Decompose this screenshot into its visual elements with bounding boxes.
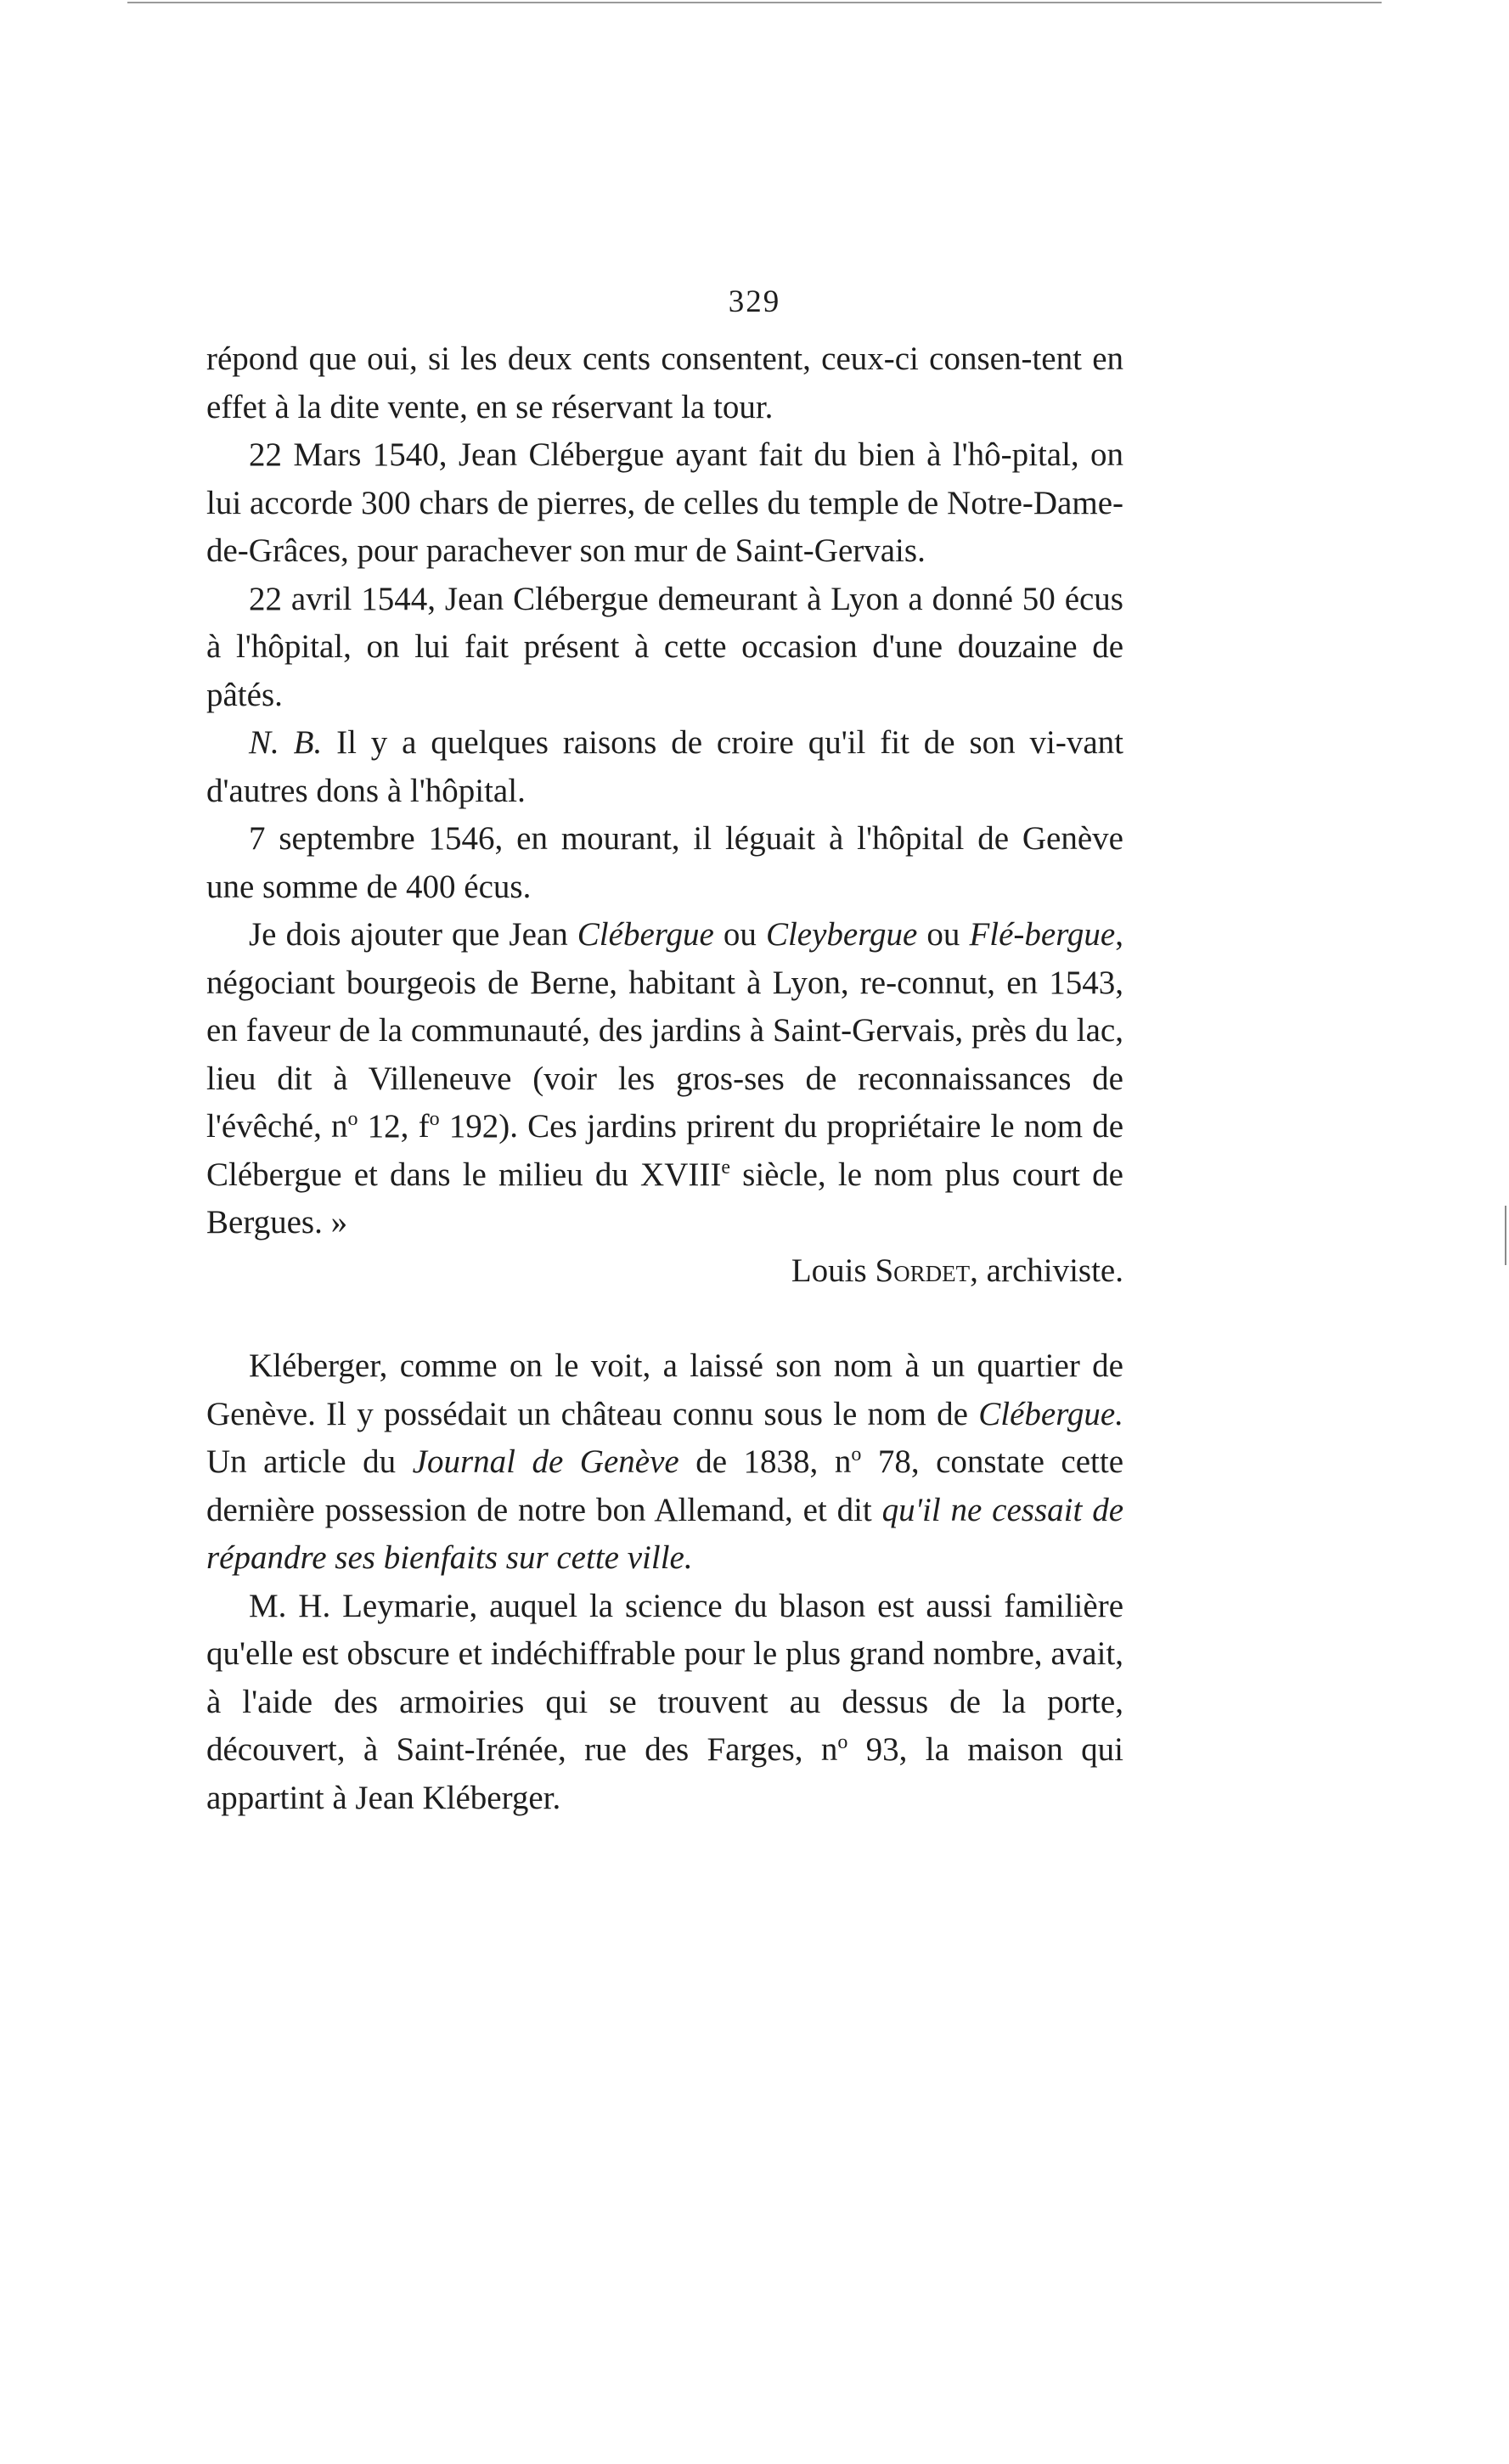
text-run: M. H. Leymarie, auquel la science du blason est aussi familière qu'elle est obscure et indéchiffrable pour le plus grand nombre, avait, à l'aide des armoiries qui se trouvent au dessus de la porte, découvert, à Saint-Irénée, rue des Farges, n	[206, 1587, 1123, 1768]
text-run: répond que oui, si les deux cents consentent, ceux-ci consen-tent en effet à la dite vente, en se réservant la tour.	[206, 340, 1123, 425]
text-run: Louis	[791, 1252, 876, 1289]
text-run: 22 avril 1544, Jean Clébergue demeurant à Lyon a donné 50 écus à l'hôpital, on lui fait présent à cette occasion d'une douzaine de pâtés.	[206, 580, 1123, 713]
superscript: e	[721, 1156, 730, 1179]
text-run: 12, f	[358, 1108, 430, 1145]
text-run: , négociant bourgeois de Berne, habitant à Lyon, re-connut, en 1543, en faveur de la communauté, des jardins à Saint-Gervais, près du lac, lieu dit à Villeneuve (voir les gros-ses de reconnaissances de l'évêché, n	[206, 916, 1123, 1145]
text-run: , archiviste.	[970, 1252, 1123, 1289]
scan-margin-mark	[1505, 1206, 1506, 1265]
superscript: o	[837, 1731, 848, 1753]
text-run: 7 septembre 1546, en mourant, il léguait à l'hôpital de Genève une somme de 400 écus.	[206, 820, 1123, 905]
paragraph	[206, 1583, 1123, 1823]
text-run: 192). Ces jardins prirent du propriétaire le nom de Clébergue et dans le milieu du XVIII	[206, 1108, 1124, 1193]
paragraph	[206, 719, 1123, 815]
paragraph	[206, 335, 1123, 431]
body-text	[206, 335, 1123, 1822]
text-run: de 1838, n	[678, 1443, 852, 1480]
paragraph	[206, 576, 1123, 720]
italic-text: Cleybergue	[765, 916, 918, 953]
text-run: Je dois ajouter que Jean	[249, 916, 577, 953]
text-run: 22 Mars 1540, Jean Clébergue ayant fait du bien à l'hô-pital, on lui accorde 300 chars de pierres, de celles du temple de Notre-Dame-de-Grâces, pour parachever son mur de Saint-Gervais.	[206, 436, 1123, 569]
text-run: Il y a quelques raisons de croire qu'il fit de son vi-vant d'autres dons à l'hôpital.	[206, 724, 1123, 809]
superscript: o	[851, 1443, 862, 1465]
paragraph	[206, 1342, 1123, 1583]
text-run: ou	[713, 916, 766, 953]
signature-line	[206, 1247, 1123, 1296]
text-run: ou	[917, 916, 970, 953]
italic-text: Journal de Genève	[412, 1443, 679, 1480]
italic-text: Clébergue.	[978, 1395, 1123, 1432]
superscript: o	[347, 1108, 358, 1130]
scan-top-edge	[127, 2, 1382, 3]
page-number: 329	[728, 284, 781, 319]
italic-text: qu'il ne cessait de répandre ses bienfaits sur cette ville.	[206, 1491, 1124, 1576]
paragraph	[206, 431, 1123, 576]
italic-text: Clébergue	[577, 916, 714, 953]
italic-text: Flé-bergue	[969, 916, 1116, 953]
superscript: o	[429, 1108, 440, 1130]
text-run: 93, la maison qui appartint à Jean Kléberger.	[206, 1731, 1124, 1816]
text-run: Un article du	[206, 1443, 413, 1480]
text-run: 78, constate cette dernière possession de notre bon Allemand, et dit	[206, 1443, 1124, 1528]
paragraph	[206, 911, 1123, 1247]
italic-text: N. B.	[249, 724, 323, 761]
text-run: siècle, le nom plus court de Bergues. »	[206, 1156, 1123, 1240]
small-caps-text: Sordet	[875, 1252, 971, 1289]
section-gap	[206, 1295, 1123, 1342]
paragraph	[206, 815, 1123, 911]
text-run: Kléberger, comme on le voit, a laissé son nom à un quartier de Genève. Il y possédait un château connu sous le nom de	[206, 1347, 1123, 1432]
